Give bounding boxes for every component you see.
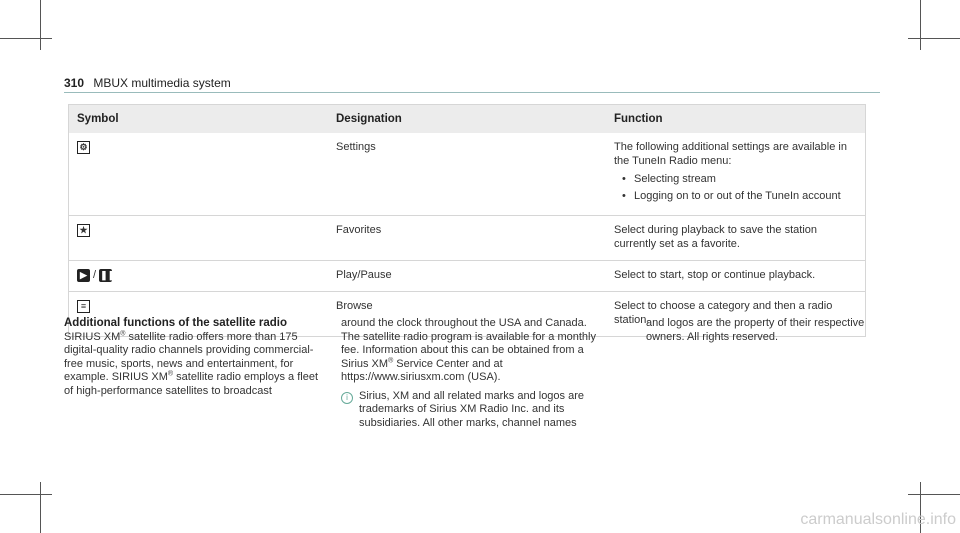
col-header-function: Function (606, 105, 866, 134)
body-paragraph: SIRIUS XM® satellite radio offers more than 175 digital-quality radio channels providing commercial-free music, sports, news and entertainment, for example. SIRIUS XM® satellite radio employs a fleet of high-performance satellites to broadcast (64, 329, 319, 397)
crop-mark (0, 38, 52, 39)
crop-mark (908, 494, 960, 495)
designation-cell: Favorites (328, 216, 606, 261)
crop-mark (40, 482, 41, 533)
body-paragraph: around the clock throughout the USA and Canada. The satellite radio program is available for a monthly fee. Information about this can be obtained from a Sirius XM® Service Center and at https://www.siriusxm.com (USA). (341, 317, 596, 383)
section-heading: Additional functions of the satellite radio (64, 317, 287, 329)
table-header-row (69, 105, 866, 134)
function-cell: Select to start, stop or continue playback. (606, 261, 866, 292)
table-row (69, 216, 866, 261)
pause-icon: ❚❚ (100, 269, 116, 280)
table-row (69, 261, 866, 292)
text-column-1 (64, 317, 326, 398)
list-item: • Logging on to or out of the TuneIn account (626, 189, 857, 203)
play-icon: ▶ (77, 269, 90, 282)
separator: / (93, 269, 97, 282)
crop-mark (908, 38, 960, 39)
star-favorite-icon: ★ (77, 224, 90, 237)
note-continuation: and logos are the property of their respective owners. All rights reserved. (646, 317, 865, 343)
col-header-designation: Designation (328, 105, 606, 134)
designation-cell: Browse (328, 292, 606, 337)
symbol-table (68, 104, 866, 337)
settings-gear-icon: ⚙ (77, 141, 90, 154)
header-rule (64, 92, 880, 93)
table-row (69, 133, 866, 216)
crop-mark (920, 0, 921, 50)
function-cell (606, 133, 866, 216)
info-icon: i (341, 392, 353, 404)
text-column-3 (630, 317, 880, 344)
text-column-2 (341, 317, 603, 430)
page-number: 310 (64, 76, 85, 90)
designation-cell: Settings (336, 141, 376, 153)
note-text: Sirius, XM and all related marks and logos are trademarks of Sirius XM Radio Inc. and its subsidiaries. All other marks, channel names (359, 389, 584, 429)
list-item: • Selecting stream (626, 172, 857, 186)
crop-mark (0, 494, 52, 495)
col-header-symbol: Symbol (69, 105, 329, 134)
function-cell: Select to choose a category and then a radio station. (606, 292, 866, 337)
designation-cell: Play/Pause (328, 261, 606, 292)
browse-list-icon: ≡ (77, 300, 90, 313)
info-note (341, 390, 603, 431)
function-cell: Select during playback to save the station currently set as a favorite. (606, 216, 866, 261)
crop-mark (40, 0, 41, 50)
watermark: carmanualsonline.info (800, 511, 956, 528)
page-header (64, 76, 231, 90)
function-text: The following additional settings are available in the TuneIn Radio menu: (614, 141, 847, 167)
page-title: MBUX multimedia system (93, 76, 231, 90)
